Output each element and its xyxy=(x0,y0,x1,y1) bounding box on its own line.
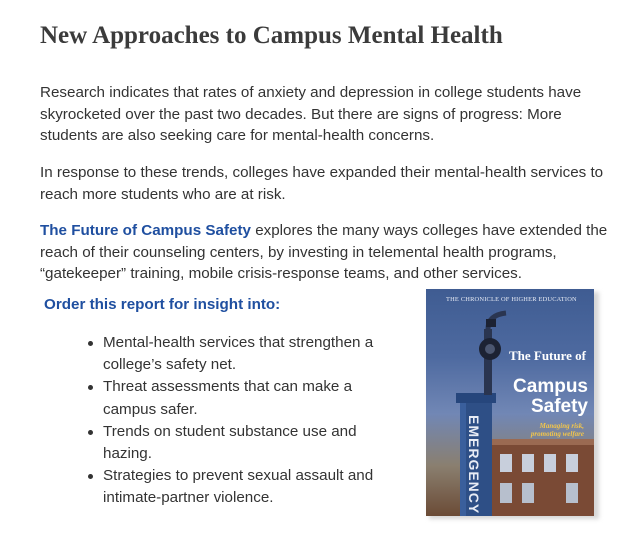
list-item: Mental-health services that strengthen a college’s safety net. xyxy=(88,332,388,376)
list-item: Strategies to prevent sexual assault and intimate-partner violence. xyxy=(88,465,388,509)
report-description-text: explores the many ways colleges have extended the reach of their counseling centers, by investing in telemental health programs, “gatekeeper” training, mobile crisis-response teams, and other services. xyxy=(40,222,608,282)
cover-masthead: THE CHRONICLE OF HIGHER EDUCATION xyxy=(446,296,577,303)
report-description-paragraph xyxy=(40,220,610,285)
cover-title-small: The Future of xyxy=(508,348,586,363)
list-item: Trends on student substance use and hazing. xyxy=(88,421,388,465)
cover-title-main: Campus Safety xyxy=(513,376,588,417)
page-title: New Approaches to Campus Mental Health xyxy=(40,22,503,49)
report-title-link[interactable]: The Future of Campus Safety xyxy=(40,222,251,239)
response-paragraph: In response to these trends, colleges have expanded their mental-health services to reach more students who are at risk. xyxy=(40,164,604,203)
intro-paragraph: Research indicates that rates of anxiety and depression in college students have skyrocketed over the past two decades. But there are signs of progress: More students are also seeking care for mental-health concerns. xyxy=(40,84,582,144)
insights-list xyxy=(88,332,388,510)
list-item: Threat assessments that can make a campus safer. xyxy=(88,376,388,420)
order-heading: Order this report for insight into: xyxy=(44,296,281,313)
cover-pole-text: EMERGENCY xyxy=(466,415,482,515)
cover-tagline: Managing risk, promoting welfare xyxy=(530,422,584,438)
report-cover-image[interactable] xyxy=(426,289,594,516)
